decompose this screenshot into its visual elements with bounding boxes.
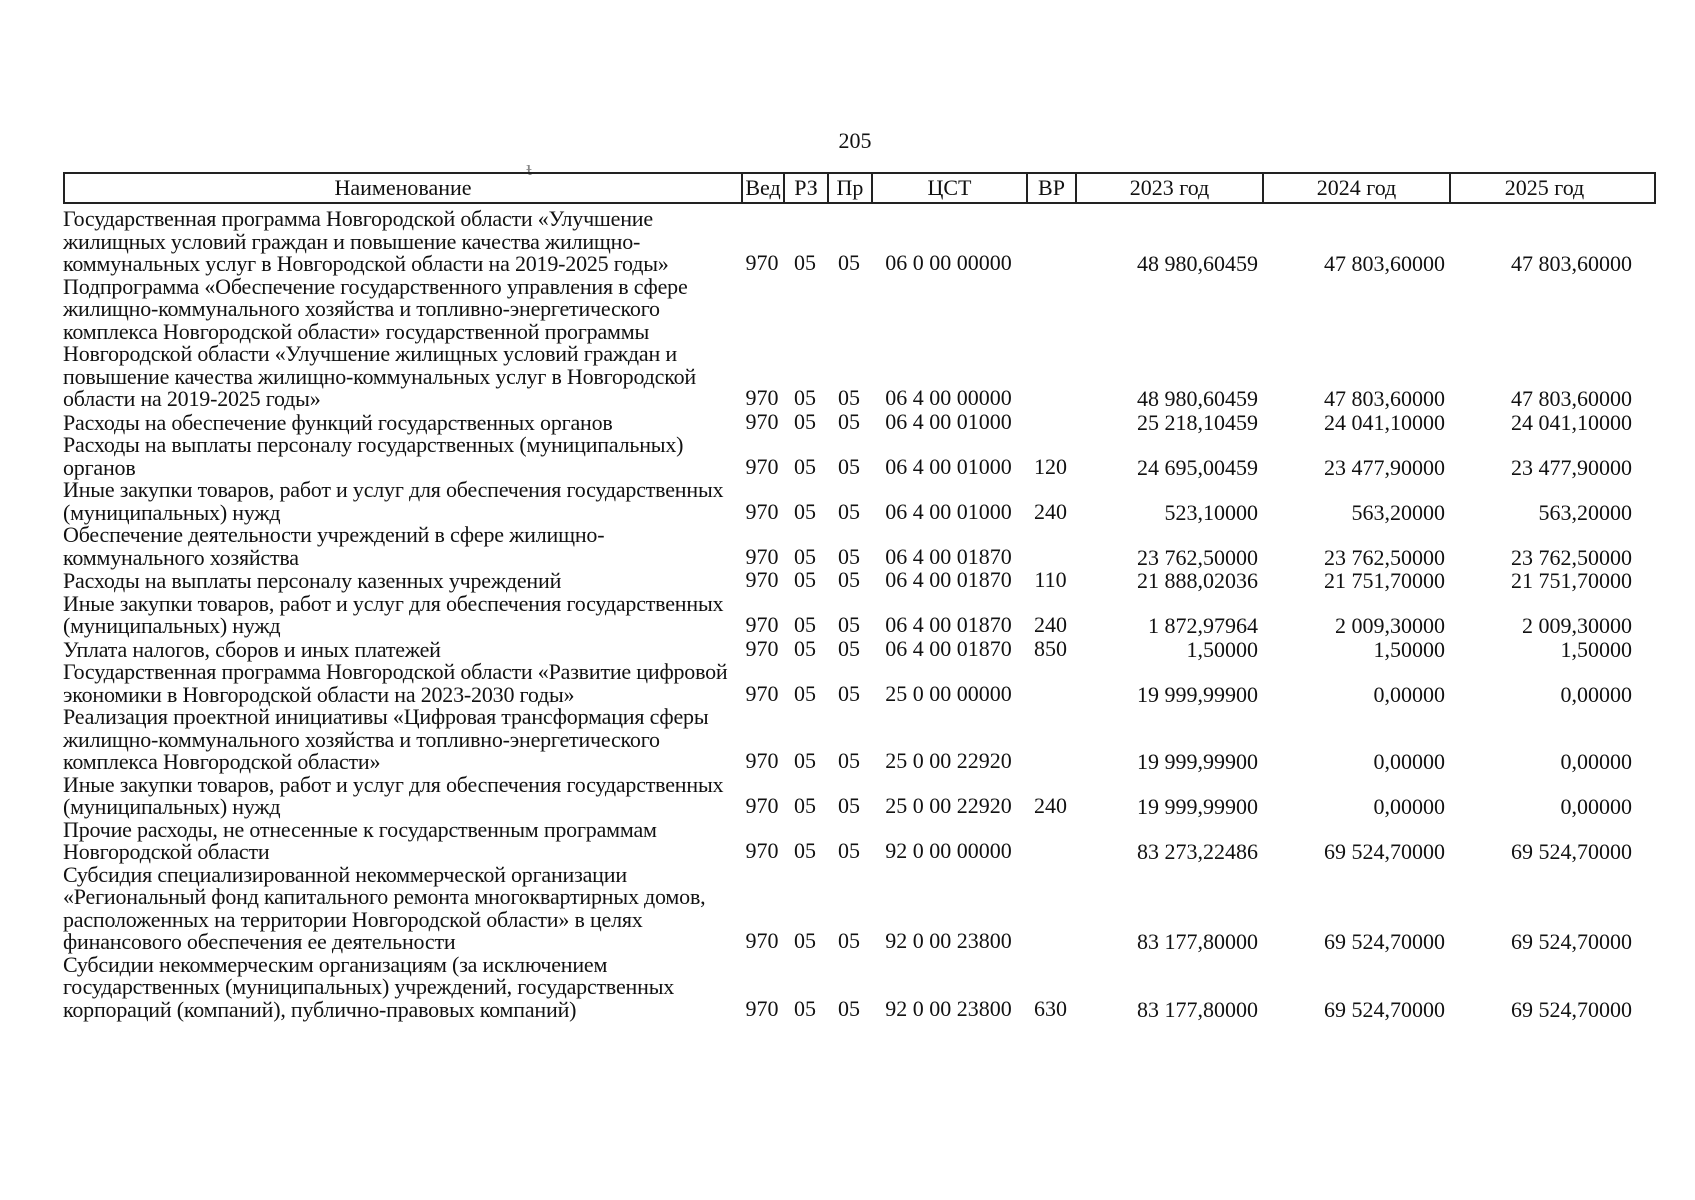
row-rz: 05	[794, 543, 816, 569]
table-row	[63, 408, 1656, 435]
row-cst: 06 4 00 01870	[885, 612, 1012, 637]
header-2024: 2024 год	[1264, 174, 1451, 202]
header-pr: Пр	[829, 174, 873, 202]
row-pr: 05	[838, 928, 860, 953]
row-pr: 05	[838, 385, 860, 410]
row-amount-2024: 0,00000	[1373, 681, 1445, 707]
table-header	[63, 172, 1656, 204]
row-rz: 05	[794, 612, 816, 637]
budget-table	[63, 172, 1656, 1021]
row-ved: 970	[745, 385, 779, 410]
row-vr	[1026, 275, 1075, 276]
row-rz: 05	[794, 680, 816, 706]
row-amount-2023: 19 999,99900	[1137, 794, 1258, 819]
row-amount-2025: 563,20000	[1538, 499, 1632, 525]
header-name: Наименование	[65, 174, 743, 202]
row-vr: 850	[1034, 635, 1067, 661]
row-name: Субсидия специализированной некоммерческой организации «Региональный фонд капитального ремонта многоквартирных домов, расположенных на территории Новгородской области» в целях финансового обеспечения ее деятельности	[63, 861, 706, 954]
row-vr	[1026, 953, 1075, 954]
row-pr: 05	[838, 498, 860, 524]
row-cst: 06 4 00 01000	[885, 408, 1012, 434]
row-amount-2024: 23 762,50000	[1324, 544, 1445, 570]
row-cst: 25 0 00 22920	[885, 793, 1012, 818]
row-rz: 05	[794, 567, 816, 592]
row-ved: 970	[745, 838, 779, 863]
row-vr	[1026, 863, 1075, 864]
row-amount-2025: 0,00000	[1560, 681, 1632, 707]
row-vr	[1026, 705, 1075, 706]
row-amount-2025: 0,00000	[1560, 749, 1632, 774]
row-pr: 05	[838, 995, 860, 1021]
header-cst: ЦСТ	[873, 174, 1028, 202]
row-cst: 06 4 00 00000	[885, 385, 1012, 410]
row-pr: 05	[838, 838, 860, 863]
row-rz: 05	[794, 498, 816, 524]
table-row	[63, 569, 1656, 593]
header-2023: 2023 год	[1077, 174, 1264, 202]
header-2025: 2025 год	[1504, 175, 1585, 200]
row-rz: 05	[794, 385, 816, 410]
row-amount-2024: 24 041,10000	[1324, 409, 1445, 435]
header-vr: ВР	[1028, 174, 1077, 202]
row-vr: 630	[1034, 995, 1067, 1021]
row-pr: 05	[838, 453, 860, 479]
row-cst: 06 4 00 01870	[885, 635, 1012, 661]
row-amount-2024: 2 009,30000	[1335, 613, 1445, 638]
row-amount-2025: 24 041,10000	[1511, 409, 1632, 435]
row-pr: 05	[838, 543, 860, 569]
header-ved: Вед	[743, 174, 785, 202]
row-rz: 05	[794, 838, 816, 863]
row-name: Иные закупки товаров, работ и услуг для обеспечения государственных (муниципальных) нужд	[63, 771, 724, 819]
row-rz: 05	[794, 453, 816, 479]
table-row	[63, 208, 1656, 276]
table-row	[63, 434, 1656, 479]
row-amount-2024: 69 524,70000	[1324, 996, 1445, 1022]
row-ved: 970	[745, 793, 779, 818]
row-amount-2023: 21 888,02036	[1137, 568, 1258, 593]
row-amount-2024: 23 477,90000	[1324, 454, 1445, 480]
row-amount-2024: 69 524,70000	[1324, 929, 1445, 954]
row-name: Подпрограмма «Обеспечение государственного управления в сфере жилищно-коммунального хозяйства и топливно-энергетического комплекса Новгородской области» государственной программы Новгородской области «Улучшение жилищных условий граждан и повышение качества жилищно-коммунальных услуг в Новгородской области на 2019-2025 годы»	[63, 273, 696, 411]
row-vr: 240	[1034, 612, 1067, 637]
table-row	[63, 635, 1656, 662]
row-rz: 05	[794, 928, 816, 953]
row-name: Государственная программа Новгородской области «Развитие цифровой экономики в Новгородской области на 2023-2030 годы»	[63, 659, 728, 707]
row-amount-2023: 83 177,80000	[1137, 929, 1258, 954]
pen-mark: ᵼ	[526, 155, 532, 180]
table-row	[63, 951, 1656, 1022]
row-amount-2025: 47 803,60000	[1511, 251, 1632, 276]
row-name: Расходы на выплаты персоналу казенных учреждений	[63, 568, 562, 593]
row-amount-2025: 69 524,70000	[1511, 996, 1632, 1022]
row-amount-2023: 25 218,10459	[1137, 409, 1258, 435]
row-amount-2023: 1 872,97964	[1148, 613, 1258, 638]
row-pr: 05	[838, 680, 860, 706]
row-amount-2024: 0,00000	[1373, 749, 1445, 774]
row-name: Расходы на выплаты персоналу государственных (муниципальных) органов	[63, 432, 684, 480]
row-amount-2023: 83 177,80000	[1137, 996, 1258, 1022]
row-pr: 05	[838, 567, 860, 592]
table-row	[63, 273, 1656, 411]
row-amount-2025: 1,50000	[1560, 636, 1632, 662]
row-amount-2023: 1,50000	[1186, 636, 1258, 662]
row-rz: 05	[794, 995, 816, 1021]
row-pr: 05	[838, 793, 860, 818]
row-amount-2024: 21 751,70000	[1324, 568, 1445, 593]
row-cst: 92 0 00 23800	[885, 995, 1012, 1021]
row-ved: 970	[745, 635, 779, 661]
row-pr: 05	[838, 748, 860, 773]
row-name: Субсидии некоммерческим организациям (за исключением государственных (муниципальных) учреждений, государственных корпораций (компаний), публично-правовых компаний)	[63, 951, 675, 1022]
row-amount-2024: 0,00000	[1373, 794, 1445, 819]
table-row	[63, 661, 1656, 706]
table-row	[63, 816, 1656, 864]
row-rz: 05	[794, 408, 816, 434]
row-ved: 970	[745, 498, 779, 524]
row-cst: 06 4 00 01870	[885, 567, 1012, 592]
row-amount-2024: 47 803,60000	[1324, 386, 1445, 411]
row-rz: 05	[794, 250, 816, 275]
table-body	[63, 208, 1656, 1021]
row-ved: 970	[745, 612, 779, 637]
row-ved: 970	[745, 250, 779, 275]
row-pr: 05	[838, 612, 860, 637]
row-amount-2025: 23 762,50000	[1511, 544, 1632, 570]
row-amount-2025: 47 803,60000	[1511, 386, 1632, 411]
row-amount-2023: 48 980,60459	[1137, 386, 1258, 411]
table-row	[63, 524, 1656, 569]
row-cst: 25 0 00 00000	[885, 680, 1012, 706]
row-amount-2024: 69 524,70000	[1324, 839, 1445, 864]
row-name: Реализация проектной инициативы «Цифровая трансформация сферы жилищно-коммунального хозяйства и топливно-энергетического комплекса Новгородской области»	[63, 704, 709, 774]
row-vr: 110	[1034, 567, 1067, 592]
row-amount-2023: 24 695,00459	[1137, 454, 1258, 480]
table-row	[63, 479, 1656, 524]
row-pr: 05	[838, 635, 860, 661]
row-amount-2023: 19 999,99900	[1137, 749, 1258, 774]
table-row	[63, 590, 1656, 638]
row-vr: 120	[1034, 453, 1067, 479]
row-ved: 970	[745, 567, 779, 592]
row-amount-2025: 21 751,70000	[1511, 568, 1632, 593]
row-name: Иные закупки товаров, работ и услуг для обеспечения государственных (муниципальных) нужд	[63, 590, 724, 638]
table-row	[63, 706, 1656, 774]
page-number: 205	[838, 128, 872, 153]
row-cst: 06 0 00 00000	[885, 250, 1012, 275]
row-cst: 92 0 00 00000	[885, 838, 1012, 863]
row-ved: 970	[745, 543, 779, 569]
row-pr: 05	[838, 250, 860, 275]
row-amount-2023: 83 273,22486	[1137, 839, 1258, 864]
row-cst: 06 4 00 01000	[885, 453, 1012, 479]
row-cst: 06 4 00 01870	[885, 543, 1012, 569]
row-amount-2025: 2 009,30000	[1522, 613, 1632, 638]
row-amount-2024: 1,50000	[1373, 636, 1445, 662]
row-cst: 92 0 00 23800	[885, 928, 1012, 953]
row-name: Расходы на обеспечение функций государственных органов	[63, 409, 613, 435]
row-cst: 06 4 00 01000	[885, 498, 1012, 524]
header-rz: РЗ	[785, 174, 829, 202]
row-ved: 970	[745, 928, 779, 953]
row-ved: 970	[745, 995, 779, 1021]
row-amount-2024: 563,20000	[1351, 499, 1445, 525]
row-amount-2025: 69 524,70000	[1511, 839, 1632, 864]
table-row	[63, 861, 1656, 954]
row-rz: 05	[794, 748, 816, 773]
row-name: Иные закупки товаров, работ и услуг для обеспечения государственных (муниципальных) нужд	[63, 477, 724, 525]
row-cst: 25 0 00 22920	[885, 748, 1012, 773]
row-amount-2025: 23 477,90000	[1511, 454, 1632, 480]
row-rz: 05	[794, 793, 816, 818]
row-ved: 970	[745, 453, 779, 479]
row-vr: 240	[1034, 498, 1067, 524]
row-amount-2024: 47 803,60000	[1324, 251, 1445, 276]
row-rz: 05	[794, 635, 816, 661]
row-name: Обеспечение деятельности учреждений в сфере жилищно-коммунального хозяйства	[63, 522, 605, 570]
row-amount-2023: 523,10000	[1164, 499, 1258, 525]
row-name: Прочие расходы, не отнесенные к государственным программам Новгородской области	[63, 816, 657, 864]
row-amount-2025: 0,00000	[1560, 794, 1632, 819]
row-pr: 05	[838, 408, 860, 434]
row-ved: 970	[745, 748, 779, 773]
row-amount-2025: 69 524,70000	[1511, 929, 1632, 954]
row-ved: 970	[745, 408, 779, 434]
row-amount-2023: 48 980,60459	[1137, 251, 1258, 276]
row-name: Уплата налогов, сборов и иных платежей	[63, 636, 441, 662]
row-vr	[1026, 433, 1075, 434]
row-vr	[1026, 773, 1075, 774]
row-name: Государственная программа Новгородской области «Улучшение жилищных условий граждан и повышение качества жилищно-коммунальных услуг в Новгородской области на 2019-2025 годы»	[63, 206, 669, 276]
row-amount-2023: 23 762,50000	[1137, 544, 1258, 570]
row-vr	[1026, 410, 1075, 411]
row-ved: 970	[745, 680, 779, 706]
row-amount-2023: 19 999,99900	[1137, 681, 1258, 707]
row-vr: 240	[1034, 793, 1067, 818]
table-row	[63, 771, 1656, 819]
